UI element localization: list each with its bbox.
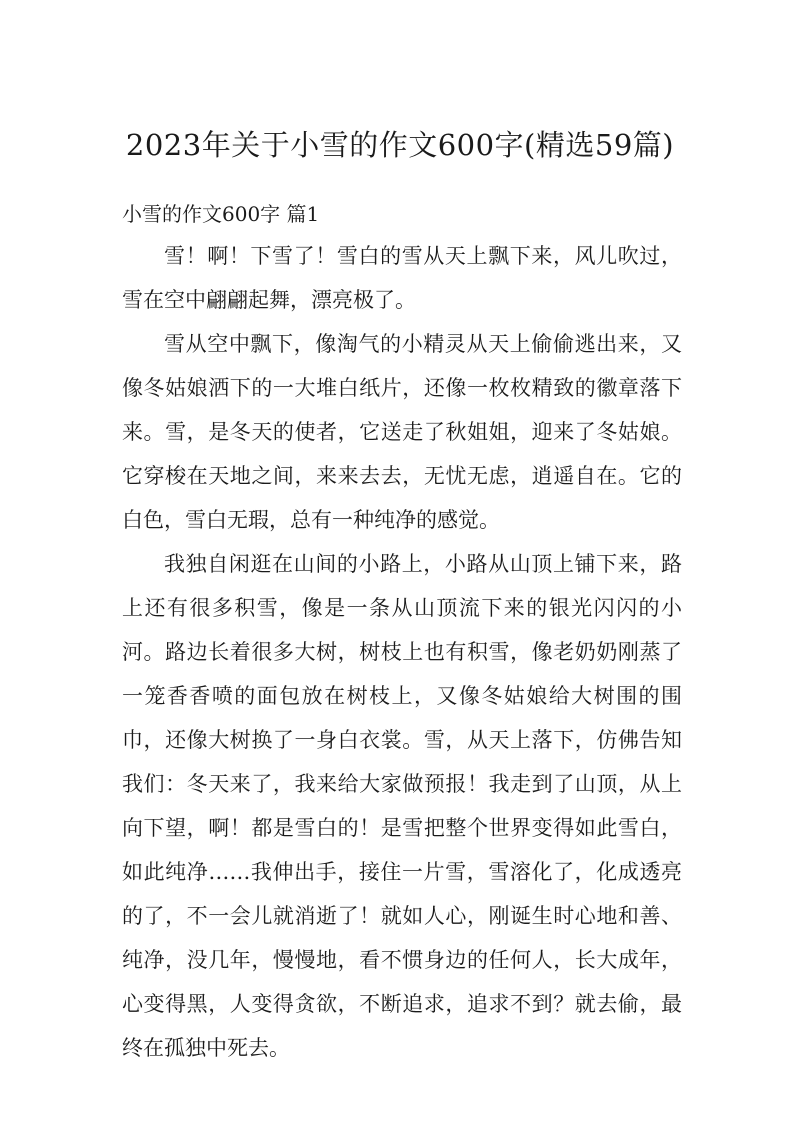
paragraph-1: 雪！啊！下雪了！雪白的雪从天上飘下来，风儿吹过，雪在空中翩翩起舞，漂亮极了。 xyxy=(122,244,682,312)
essay-body xyxy=(122,234,682,1070)
paragraph-3: 我独自闲逛在山间的小路上，小路从山顶上铺下来，路上还有很多积雪，像是一条从山顶流下来的银光闪闪的小河。路边长着很多大树，树枝上也有积雪，像老奶奶刚蒸了一笼香香喷的面包放在树枝上，又像冬姑娘给大树围的围巾，还像大树换了一身白衣裳。雪，从天上落下，仿佛告知我们：冬天来了，我来给大家做预报！我走到了山顶，从上向下望，啊！都是雪白的！是雪把整个世界变得如此雪白，如此纯净……我伸出手，接住一片雪，雪溶化了，化成透亮的了，不一会儿就消逝了！就如人心，刚诞生时心地和善、纯净，没几年，慢慢地，看不惯身边的任何人，长大成年，心变得黑，人变得贪欲，不断追求，追求不到？就去偷，最终在孤独中死去。 xyxy=(122,552,682,1060)
paragraph-2: 雪从空中飘下，像淘气的小精灵从天上偷偷逃出来，又像冬姑娘洒下的一大堆白纸片，还像一枚枚精致的徽章落下来。雪，是冬天的使者，它送走了秋姐姐，迎来了冬姑娘。它穿梭在天地之间，来来去去，无忧无虑，逍遥自在。它的白色，雪白无瑕，总有一种纯净的感觉。 xyxy=(122,332,682,532)
document-title: 2023年关于小雪的作文600字(精选59篇) xyxy=(125,128,675,162)
section-heading: 小雪的作文600字 篇1 xyxy=(122,202,320,226)
